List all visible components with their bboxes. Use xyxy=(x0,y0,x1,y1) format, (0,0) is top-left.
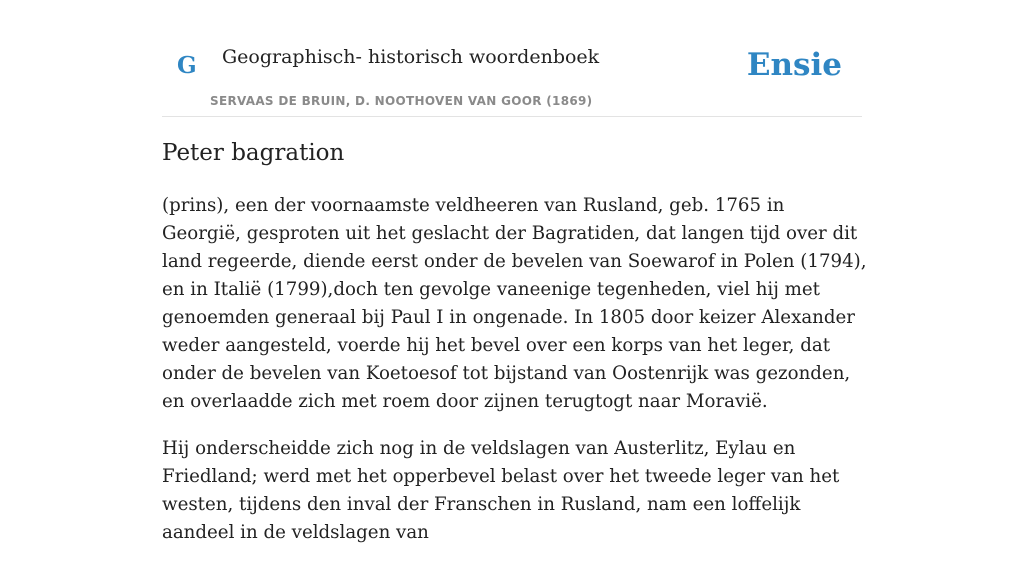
entry-paragraph: Hij onderscheidde zich nog in de veldslagen van Austerlitz, Eylau en Friedland; werd met het opperbevel belast over het tweede leger van het westen, tijdens den inval der Franschen in Rusland, nam een loffelijk aandeel in de veldslagen van xyxy=(162,438,840,543)
header xyxy=(162,0,862,117)
book-title-link[interactable]: Geographisch- historisch woordenboek xyxy=(222,46,600,68)
book-authors-meta: SERVAAS DE BRUIN, D. NOOTHOVEN VAN GOOR (1869) xyxy=(210,94,593,108)
ensie-logo[interactable]: Ensie xyxy=(746,47,842,83)
entry-body xyxy=(162,192,868,566)
entry-paragraph: (prins), een der voornaamste veldheeren van Rusland, geb. 1765 in Georgië, gesproten uit het geslacht der Bagratiden, dat langen tijd over dit land regeerde, diende eerst onder de bevelen van Soewarof in Polen (1794), en in Italië (1799),doch ten gevolge vaneenige tegenheden, viel hij met genoemden generaal bij Paul I in ongenade. In 1805 door keizer Alexander weder aangesteld, voerde hij het bevel over een korps van het leger, dat onder de bevelen van Koetoesof tot bijstand van Oostenrijk was gezonden, en overlaadde zich met roem door zijnen terugtogt naar Moravië. xyxy=(162,195,867,412)
entry-title: Peter bagration xyxy=(162,140,345,166)
book-logo-icon[interactable]: G xyxy=(177,52,197,79)
